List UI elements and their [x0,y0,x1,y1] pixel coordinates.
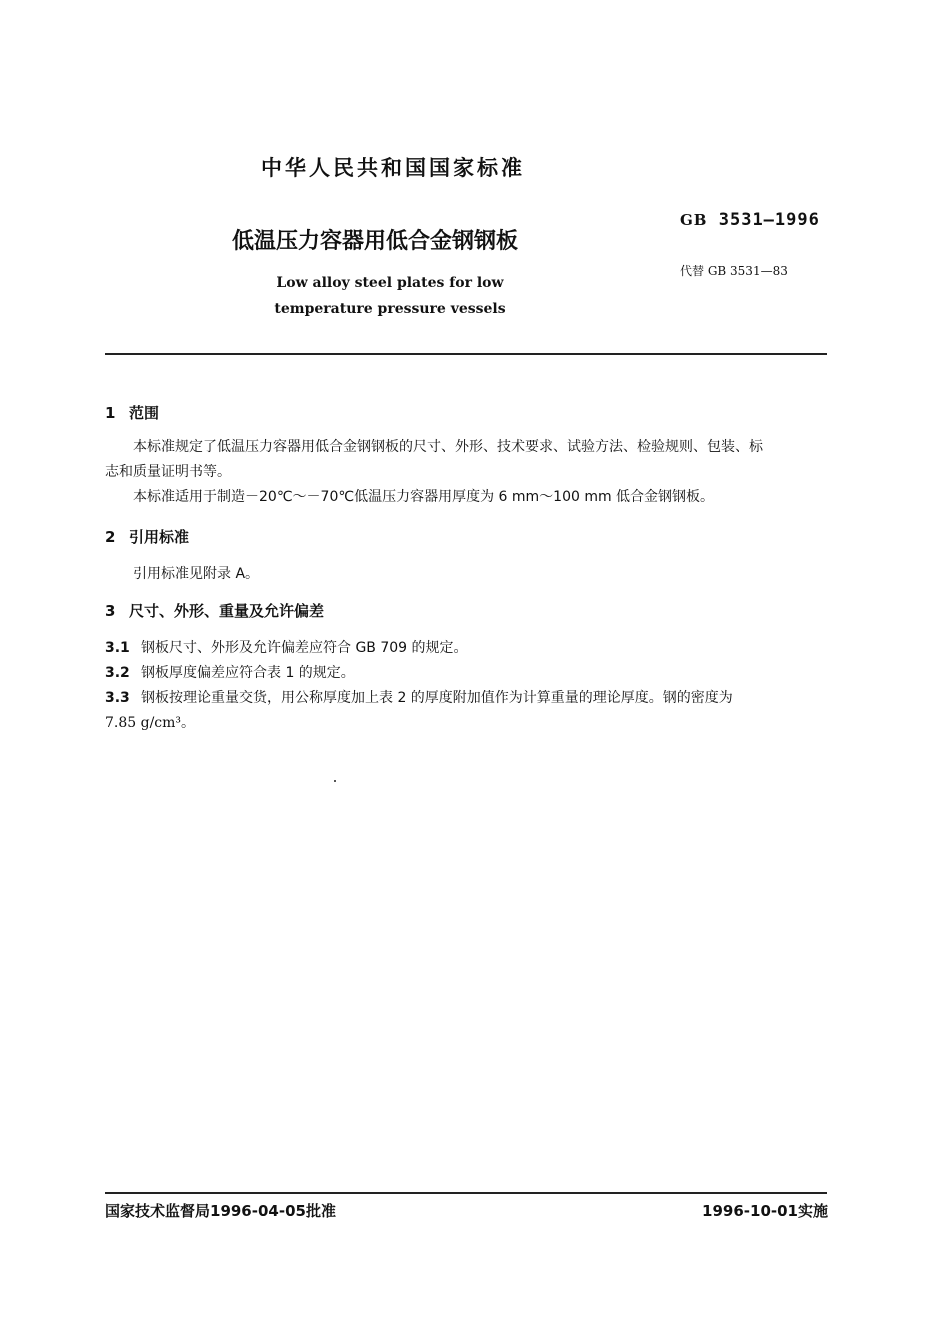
section-2-heading [105,526,189,547]
section-1-para2: 本标准适用于制造－20℃～－70℃低温压力容器用厚度为 6 mm～100 mm 低合金钢钢板。 [133,489,715,505]
clause-3-2-text: 钢板厚度偏差应符合表 1 的规定。 [141,665,355,681]
section-2-number: 2 [105,528,116,546]
effective-date: 1996-10-01实施 [702,1202,828,1220]
clause-3-1-text: 钢板尺寸、外形及允许偏差应符合 GB 709 的规定。 [141,640,468,656]
standard-code: 3531—1996 [707,210,820,230]
issue-info: 国家技术监督局1996-04-05批准 [105,1202,336,1220]
section-3-title: 尺寸、外形、重量及允许偏差 [129,602,325,620]
clause-3-2-number: 3.2 [105,665,130,681]
title-en-line2: temperature pressure vessels [274,301,506,317]
section-1-heading [105,402,159,423]
header-divider [105,353,827,355]
standard-number [680,210,820,230]
clause-3-3-text: 钢板按理论重量交货，用公称厚度加上表 2 的厚度附加值作为计算重量的理论厚度。钢的密度为 [141,690,733,706]
clause-3-3-number: 3.3 [105,690,130,706]
clause-3-3-continuation: 7.85 g/cm³。 [105,715,196,731]
replaces-standard: 代替 GB 3531—83 [680,264,788,278]
section-2-para1: 引用标准见附录 A。 [133,566,260,582]
document-title-cn: 低温压力容器用低合金钢钢板 [232,229,519,254]
scan-speck [334,780,336,782]
section-1-number: 1 [105,404,116,422]
section-3-heading [105,600,324,621]
section-2-title: 引用标准 [129,528,190,546]
national-standard-title: 中华人民共和国国家标准 [261,156,525,180]
document-title-en [240,270,540,322]
section-1-title: 范围 [129,404,160,422]
title-en-line1: Low alloy steel plates for low [276,275,504,291]
clause-3-2 [105,661,355,685]
clause-3-1 [105,636,468,660]
clause-3-3 [105,686,733,710]
clause-3-1-number: 3.1 [105,640,130,656]
standard-prefix: GB [680,211,708,229]
footer-divider [105,1192,827,1194]
section-1-para1-line2: 志和质量证明书等。 [105,464,231,480]
section-1-para1-line1: 本标准规定了低温压力容器用低合金钢钢板的尺寸、外形、技术要求、试验方法、检验规则、包装、标 [133,439,763,455]
section-3-number: 3 [105,602,116,620]
